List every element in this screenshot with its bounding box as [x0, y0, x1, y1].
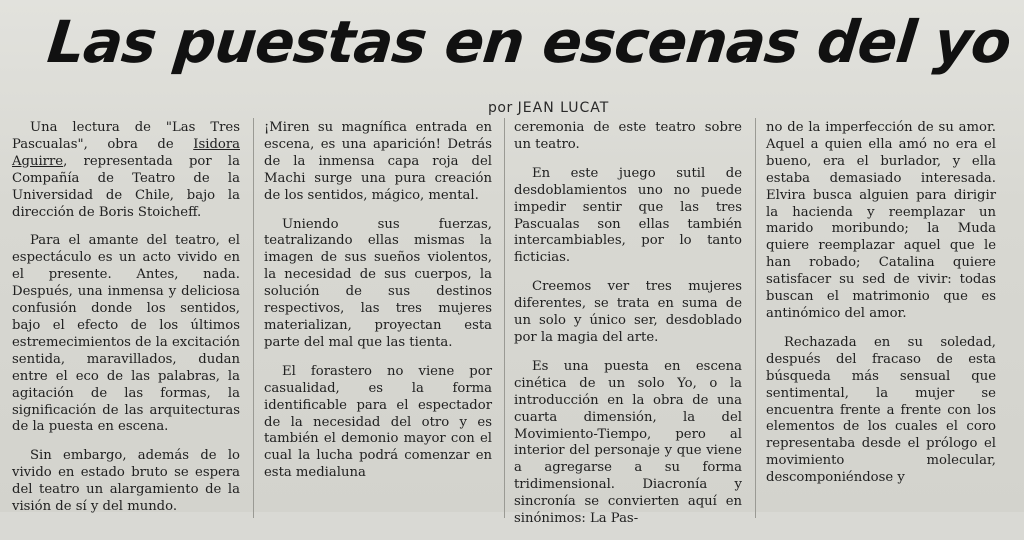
paragraph-text: , representada por la Compañía de Teatro de la Universidad de Chile, bajo la dirección de Boris Stoicheff.	[12, 153, 240, 220]
paragraph	[12, 120, 240, 221]
paragraph: Sin embargo, además de lo vivido en estado bruto se espera del teatro un alargamiento de la visión de sí y del mundo.	[12, 448, 240, 515]
paragraph: Para el amante del teatro, el espectáculo es un acto vivido en el presente. Antes, nada. Después, una inmensa y deliciosa confusión donde los sentidos, bajo el efecto de los últimos estremecimientos de la excitación sentida, maravillados, dudan entre el eco de las palabras, la agitación de las formas, la significación de las arquitecturas de la puesta en escena.	[12, 233, 240, 435]
article-column-3	[514, 120, 742, 540]
paragraph: Rechazada en su soledad, después del fracaso de esta búsqueda más sensual que sentimental, la mujer se encuentra frente a frente con los elementos de los cuales el coro representaba desde el prólogo el movimiento molecular, descomponiéndose y	[766, 334, 996, 486]
paragraph: ¡Miren su magnífica entrada en escena, es una aparición! Detrás de la inmensa capa roja del Machi surge una pura creación de los sentidos, mágico, mental.	[264, 120, 492, 203]
byline-prefix: por	[488, 100, 513, 116]
article-column-4	[766, 120, 996, 499]
paragraph-text: Una lectura de "Las Tres Pascualas", obra de	[12, 120, 240, 152]
column-divider	[253, 118, 254, 518]
paragraph: El forastero no viene por casualidad, es la forma identificable para el espectador de la necesidad del otro y es también el demonio mayor con el cual la lucha podrá comenzar en esta medialuna	[264, 363, 492, 481]
column-divider	[504, 118, 505, 518]
article-column-2	[264, 120, 492, 494]
byline-author: JEAN LUCAT	[517, 100, 610, 116]
article-column-1	[12, 120, 240, 528]
paragraph: Creemos ver tres mujeres diferentes, se trata en suma de un solo y único ser, desdoblado por la magia del arte.	[514, 279, 742, 345]
byline	[488, 100, 609, 116]
paragraph: Es una puesta en escena cinética de un solo Yo, o la introducción en la obra de una cuarta dimensión, la del Movimiento-Tiempo, pero al interior del personaje y que viene a agregarse a su forma tridimensional. Diacronía y sincronía se convierten aquí en sinónimos: La Pas-	[514, 358, 742, 527]
paragraph: no de la imperfección de su amor. Aquel a quien ella amó no era el bueno, era el burlador, y ella estaba demasiado interesada. Elvira busca alguien para dirigir la hacienda y reemplazar un marido moribundo; la Muda quiere reemplazar aquel que le han robado; Catalina quiere satisfacer su sed de vivir: todas buscan el matrimonio que es antinómico del amor.	[766, 120, 996, 321]
paragraph: ceremonia de este teatro sobre un teatro.	[514, 120, 742, 152]
paragraph: Uniendo sus fuerzas, teatralizando ellas mismas la imagen de sus sueños violentos, la necesidad de sus cuerpos, la solución de sus destinos respectivos, las tres mujeres materializan, proyectan esta parte del mal que las tienta.	[264, 216, 492, 350]
column-divider	[755, 118, 756, 518]
paragraph: En este juego sutil de desdoblamientos uno no puede impedir sentir que las tres Pascualas son ellas también intercambiables, por lo tanto ficticias.	[514, 165, 742, 266]
author-name-underlined: Isidora Aguirre	[12, 136, 240, 169]
headline: Las puestas en escenas del yo	[44, 8, 1014, 76]
